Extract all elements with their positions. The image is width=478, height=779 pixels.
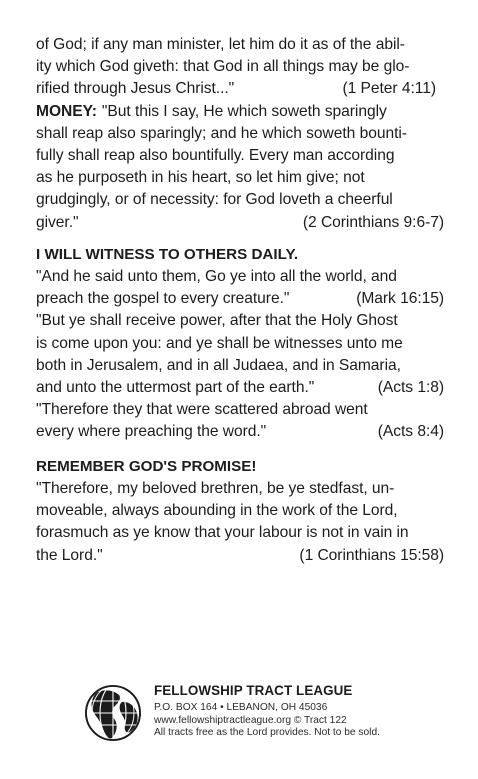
verse-line <box>36 123 444 145</box>
scripture-reference: (Acts 8:4) <box>377 423 444 441</box>
verse-line <box>36 377 444 399</box>
scripture-reference: (1 Corinthians 15:58) <box>299 546 444 564</box>
verse-text: "And he said unto them, Go ye into all the world, and <box>36 268 397 285</box>
verse-text: giver." <box>36 213 79 231</box>
verse-line <box>36 355 444 377</box>
verse-line <box>36 145 444 167</box>
mailing-address: P.O. BOX 164 • LEBANON, OH 45036 <box>154 702 328 713</box>
verse-text: "Therefore, my beloved brethren, be ye stedfast, un- <box>36 480 395 497</box>
verse-text: ity which God giveth: that God in all things may be glo- <box>36 58 410 76</box>
globe-icon <box>84 684 142 742</box>
verse-text: forasmuch as ye know that your labour is not in vain in <box>36 524 409 542</box>
scripture-reference: (Acts 1:8) <box>377 378 444 396</box>
verse-line <box>36 288 444 310</box>
verse-text: as he purposeth in his heart, so let him give; not <box>36 169 365 187</box>
verse-line <box>36 101 444 123</box>
verse-text: shall reap also sparingly; and he which soweth bounti- <box>36 124 407 142</box>
verse-line <box>36 212 444 234</box>
section-witness <box>36 244 444 444</box>
verse-line <box>36 333 444 355</box>
verse-text: "But this I say, He which soweth sparingly <box>101 102 387 120</box>
verse-text: "But ye shall receive power, after that the Holy Ghost <box>36 312 398 330</box>
verse-line <box>36 310 444 332</box>
verse-text: is come upon you: and ye shall be witnesses unto me <box>36 334 403 352</box>
verse-text: grudgingly, or of necessity: for God loveth a cheerful <box>36 191 393 209</box>
verse-text: "Therefore they that were scattered abroad went <box>36 401 368 419</box>
verse-line <box>36 34 444 56</box>
verse-line <box>36 266 444 288</box>
section-promise <box>36 456 444 567</box>
verse-text: the Lord." <box>36 546 103 564</box>
verse-line <box>36 522 444 544</box>
website-copyright: www.fellowshiptractleague.org © Tract 122 <box>154 714 347 726</box>
verse-line <box>36 189 444 211</box>
section-heading: I WILL WITNESS TO OTHERS DAILY. <box>36 246 299 263</box>
publisher-info <box>154 683 380 740</box>
publisher-footer <box>84 683 444 755</box>
verse-text: rified through Jesus Christ..." <box>36 80 235 98</box>
verse-line <box>36 421 444 443</box>
verse-text: preach the gospel to every creature." <box>36 290 290 308</box>
scripture-reference: (1 Peter 4:11) <box>342 80 436 98</box>
verse-text: of God; if any man minister, let him do it as of the abil- <box>36 36 405 53</box>
scripture-reference: (2 Corinthians 9:6-7) <box>302 213 444 231</box>
verse-line <box>36 78 444 100</box>
verse-line <box>36 500 444 522</box>
organization-name: FELLOWSHIP TRACT LEAGUE <box>154 683 353 698</box>
verse-text: and unto the uttermost part of the earth." <box>36 378 315 396</box>
section-ministry <box>36 34 444 234</box>
verse-text: every where preaching the word." <box>36 423 267 441</box>
verse-line <box>36 167 444 189</box>
verse-text: moveable, always abounding in the work of the Lord, <box>36 502 398 520</box>
verse-line <box>36 478 444 500</box>
verse-line <box>36 545 444 567</box>
distribution-note: All tracts free as the Lord provides. Not to be sold. <box>154 727 380 739</box>
verse-line <box>36 399 444 421</box>
verse-text: both in Jerusalem, and in all Judaea, and in Samaria, <box>36 356 401 374</box>
scripture-reference: (Mark 16:15) <box>356 290 444 308</box>
money-label: MONEY: <box>36 102 97 120</box>
verse-line <box>36 56 444 78</box>
section-heading: REMEMBER GOD'S PROMISE! <box>36 458 257 475</box>
verse-text: fully shall reap also bountifully. Every man according <box>36 146 395 164</box>
